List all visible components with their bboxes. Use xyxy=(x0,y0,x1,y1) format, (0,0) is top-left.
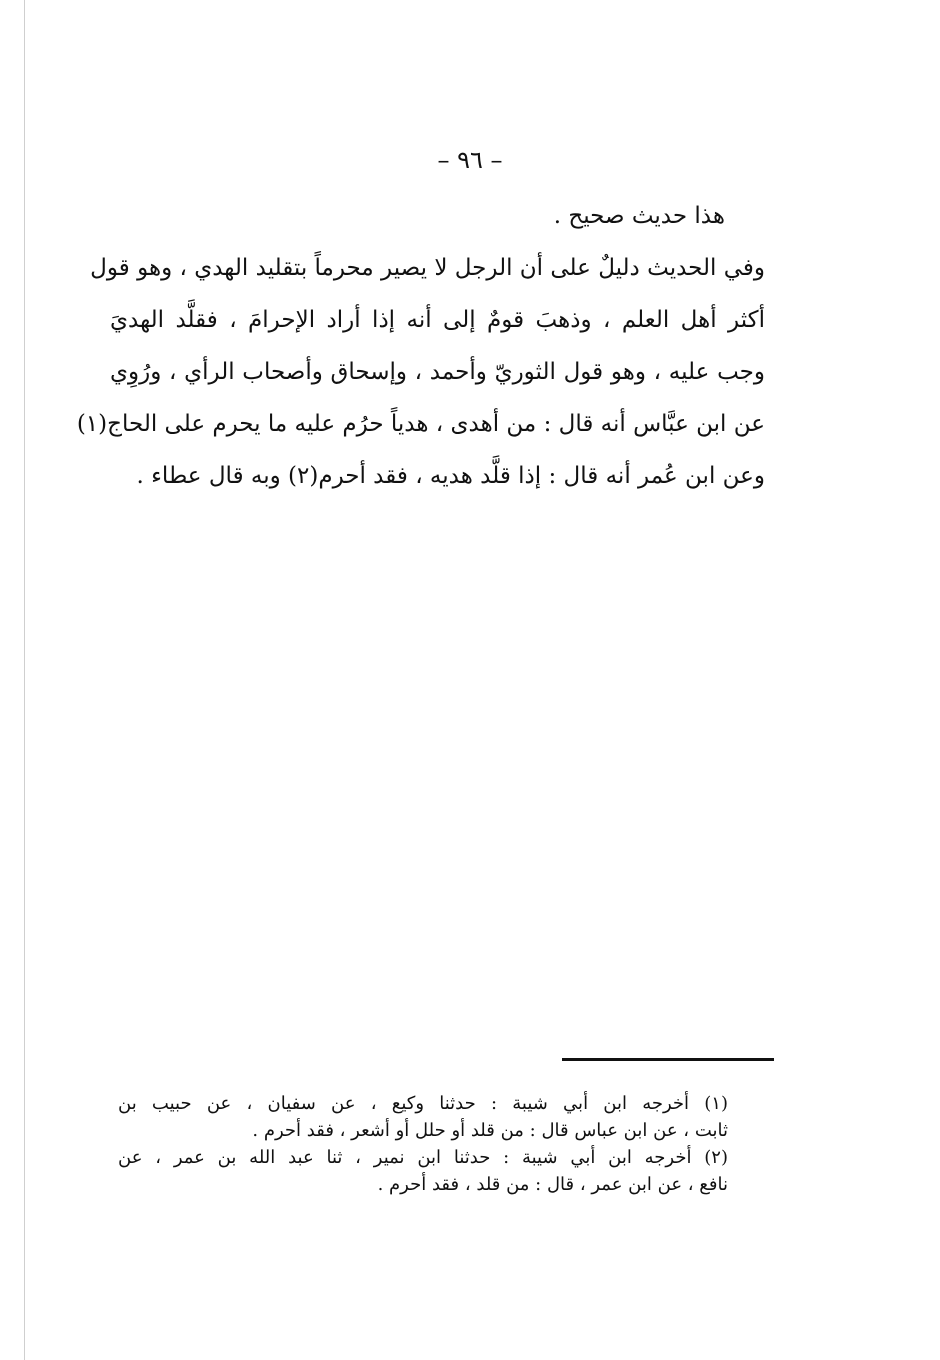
main-text xyxy=(76,190,765,502)
text-line: وجب عليه ، وهو قول الثوريّ وأحمد ، وإسحاق وأصحاب الرأي ، ورُوِي xyxy=(110,359,765,385)
footnote-line: (١) أخرجه ابن أبي شيبة : حدثنا وكيع ، عن سفيان ، عن حبيب بن xyxy=(118,1093,728,1114)
page-number: – ٩٦ – xyxy=(437,146,503,174)
footnote-separator xyxy=(562,1058,774,1061)
text-line: وعن ابن عُمر أنه قال : إذا قلَّد هديه ، فقد أحرم(٢) وبه قال عطاء . xyxy=(136,463,765,489)
footnote-2 xyxy=(118,1144,728,1198)
footnote-line: نافع ، عن ابن عمر ، قال : من قلد ، فقد أحرم . xyxy=(377,1174,728,1195)
paragraph-2 xyxy=(76,242,765,502)
text-line: عن ابن عبَّاس أنه قال : من أهدى ، هدياً حرُم عليه ما يحرم على الحاج(١) xyxy=(76,411,765,437)
footnote-line: ثابت ، عن ابن عباس قال : من قلد أو حلل أو أشعر ، فقد أحرم . xyxy=(252,1120,728,1141)
text-line: أكثر أهل العلم ، وذهبَ قومٌ إلى أنه إذا أراد الإحرامَ ، فقلَّد الهديَ xyxy=(110,307,765,333)
footnotes xyxy=(118,1090,728,1198)
footnote-line: (٢) أخرجه ابن أبي شيبة : حدثنا ابن نمير ، ثنا عبد الله بن عمر ، عن xyxy=(118,1147,728,1168)
text-line: وفي الحديث دليلٌ على أن الرجل لا يصير محرماً بتقليد الهدي ، وهو قول xyxy=(90,255,765,281)
paragraph-1 xyxy=(110,190,765,242)
footnote-1 xyxy=(118,1090,728,1144)
text-line: هذا حديث صحيح . xyxy=(553,203,725,229)
scan-edge-line xyxy=(24,0,25,1360)
